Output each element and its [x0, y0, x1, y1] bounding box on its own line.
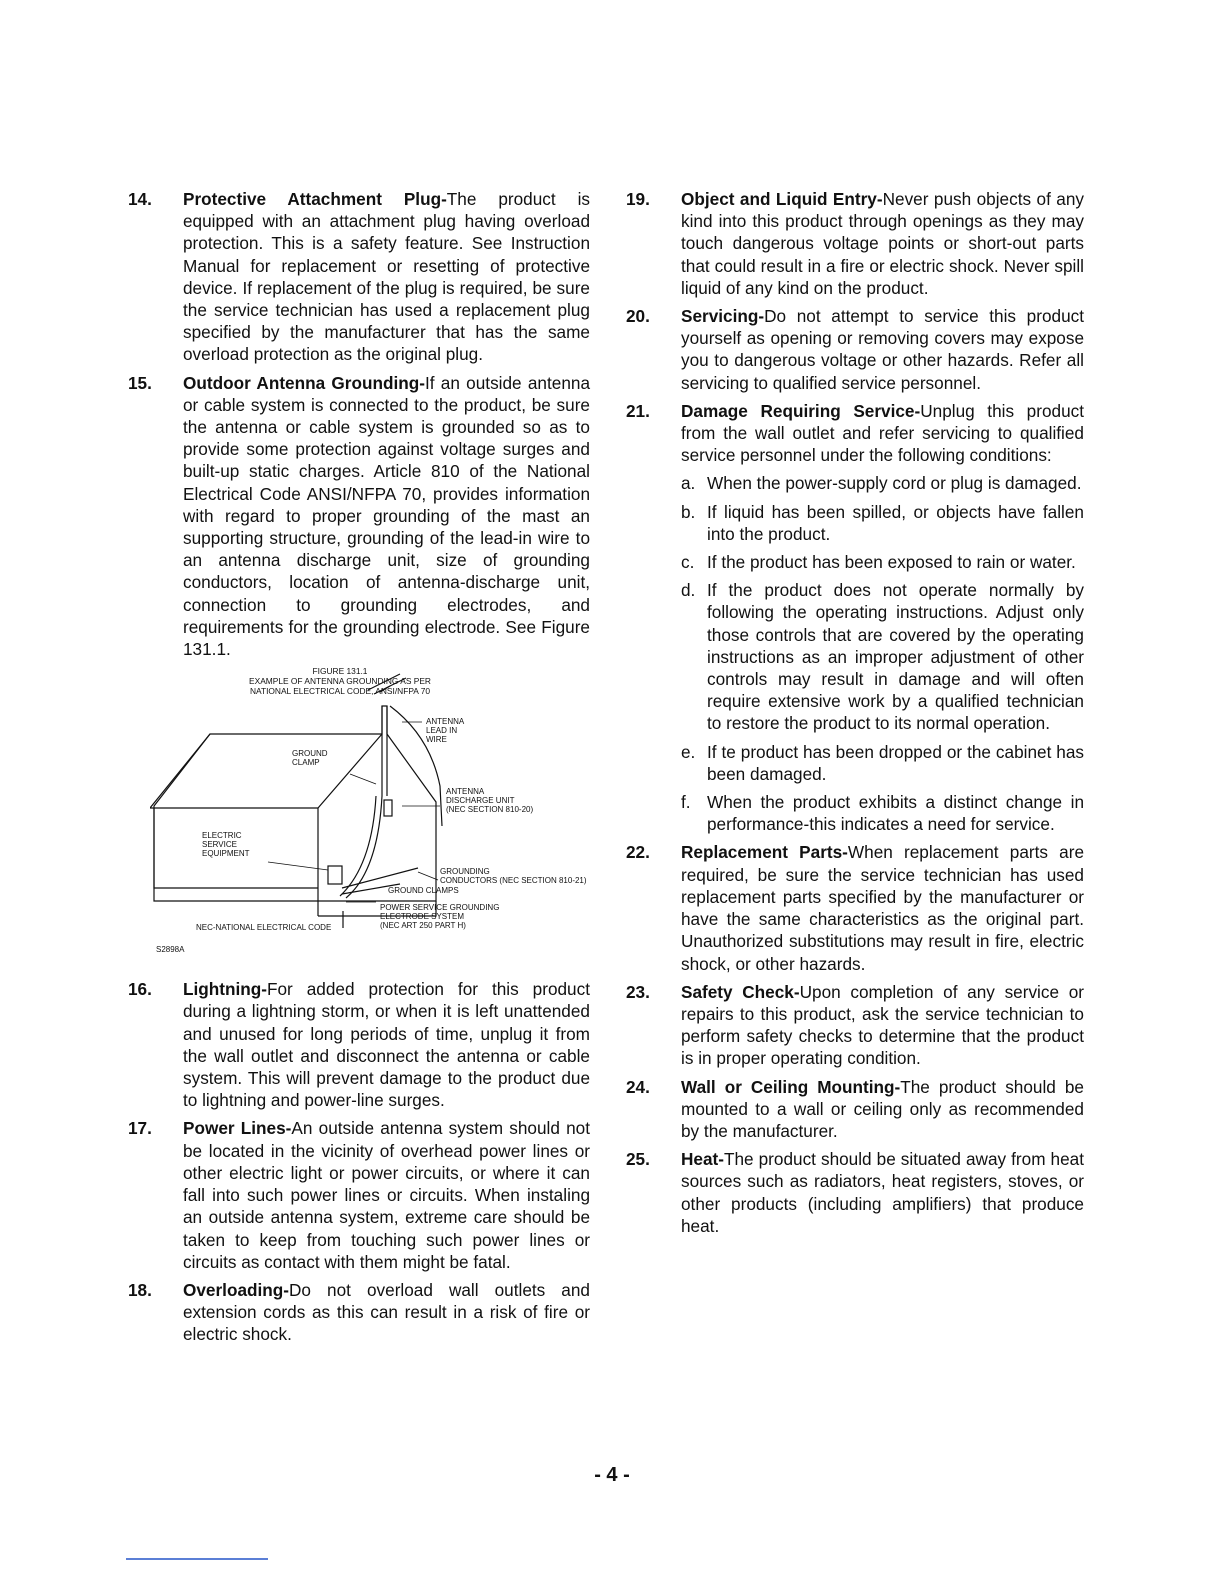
item-title: Overloading- — [183, 1279, 290, 1300]
sub-item-d — [681, 579, 1084, 734]
label-discharge-3: (NEC SECTION 810-20) — [446, 805, 534, 815]
label-figure-code: S2898A — [156, 945, 185, 955]
item-number: 25. — [626, 1149, 650, 1170]
label-nec: NEC-NATIONAL ELECTRICAL CODE — [196, 923, 332, 933]
item-text: Do not attempt to service this product yourself as opening or removing covers may expose you to dangerous voltage or other hazards. Refer all servicing to qualified service personnel. — [681, 306, 1084, 393]
item-title: Protective Attachment Plug- — [183, 189, 447, 209]
item-20 — [626, 305, 1084, 394]
sub-item-text: If liquid has been spilled, or objects have fallen into the product. — [707, 501, 1084, 544]
sub-item-letter: b. — [681, 501, 696, 522]
label-discharge-2: DISCHARGE UNIT — [446, 796, 515, 806]
label-electric-1: ELECTRIC — [202, 831, 242, 841]
item-title: Damage Requiring Service- — [681, 400, 921, 421]
figure-caption-line-1: FIGURE 131.1 — [312, 666, 368, 677]
item-text: When replacement parts are required, be sure the service technician has used replacement parts specified by the manufacturer or have the same characteristics as the original part. Unauthorized substitutions may result in fire, electric shock, or other hazards. — [681, 842, 1085, 974]
label-grounding-1: GROUNDING — [440, 867, 490, 877]
label-electric-2: SERVICE — [202, 840, 237, 850]
item-24 — [626, 1076, 1084, 1143]
label-power-2: ELECTRODE SYSTEM — [380, 912, 465, 922]
sub-item-text: If te product has been dropped or the cabinet has been damaged. — [707, 741, 1084, 784]
item-title: Heat- — [681, 1149, 724, 1170]
label-ground-clamp-2: CLAMP — [292, 758, 320, 768]
antenna-top — [380, 686, 390, 692]
item-number: 17. — [128, 1118, 152, 1139]
label-ground-clamps: GROUND CLAMPS — [388, 886, 459, 896]
sub-item-b — [681, 501, 1084, 545]
sub-item-f — [681, 791, 1084, 835]
item-text: For added protection for this product during a lightning storm, or when it is left unattended and unused for long periods of time, unplug it from the wall outlet and disconnect the antenna or cable system. This will prevent damage to the product due to lightning and power-line surges. — [183, 979, 590, 1111]
sub-item-a — [681, 472, 1084, 494]
item-title: Servicing- — [681, 306, 765, 327]
sub-item-letter: f. — [681, 792, 691, 813]
roof-face — [150, 734, 382, 808]
discharge-unit — [384, 800, 392, 816]
item-text: The product should be situated away from heat sources such as radiators, heat registers, stoves, or other products (including amplifiers) that produce heat. — [681, 1149, 1084, 1236]
sub-item-letter: e. — [681, 741, 696, 762]
sub-item-text: When the power-supply cord or plug is damaged. — [707, 473, 1082, 494]
item-text: If an outside antenna or cable system is connected to the product, be sure the antenna or cable system is grounded so as to provide some protection against voltage surges and built-up static charges. Article 810 of the National Electrical Code ANSI/NFPA 70, provides information with regard to proper grounding of the mast an supporting structure, grounding of the lead-in wire to an antenna discharge unit, size of grounding conductors, location of antenna-discharge unit, connection to grounding electrodes, and requirements for the grounding electrode. See Figure 131.1. — [183, 372, 591, 660]
item-22 — [626, 841, 1084, 974]
item-18 — [128, 1279, 590, 1346]
item-number: 23. — [626, 981, 650, 1002]
item-text: An outside antenna system should not be located in the vicinity of overhead power lines or other electric light or power circuits, or where it can fall into such power lines or circuits. When instaling an outside antenna system, extreme care should be taken to keep from touching such power lines or circuits as contact with them might be fatal. — [183, 1118, 590, 1272]
item-number: 15. — [128, 372, 152, 393]
sub-item-letter: d. — [681, 580, 696, 601]
bottom-divider — [126, 1558, 268, 1560]
sub-item-c — [681, 551, 1084, 573]
item-number: 24. — [626, 1076, 650, 1097]
sub-item-letter: c. — [681, 552, 695, 573]
item-title: Outdoor Antenna Grounding- — [183, 372, 425, 393]
item-text: Unplug this product from the wall outlet and refer servicing to qualified service personnel under the following conditions: — [681, 400, 1085, 466]
item-number: 19. — [626, 189, 650, 209]
item-title: Safety Check- — [681, 981, 800, 1002]
page-number: - 4 - — [594, 1464, 630, 1486]
item-23 — [626, 981, 1084, 1070]
right-column — [626, 188, 1084, 1243]
item-15 — [128, 372, 590, 661]
item-14 — [128, 188, 590, 366]
item-title: Replacement Parts- — [681, 842, 848, 863]
service-box — [328, 866, 342, 884]
label-power-1: POWER SERVICE GROUNDING — [380, 903, 500, 913]
sub-item-text: If the product does not operate normally by following the operating instructions. Adjust only those controls that are covered by the operating instructions as an improper adjustment of other controls may result in damage and will often require extensive work by a qualified technician to restore the product to its normal operation. — [707, 580, 1084, 734]
label-antenna-lead-1: ANTENNA — [426, 717, 465, 727]
item-title: Object and Liquid Entry- — [681, 189, 883, 209]
figure-caption-line-3: NATIONAL ELECTRICAL CODE, ANSI/NFPA 70 — [249, 686, 431, 697]
item-number: 14. — [128, 189, 152, 209]
item-title: Lightning- — [183, 979, 267, 1000]
item-text: The product is equipped with an attachment plug having overload protection. This is a safety feature. See Instruction Manual for replacement or resetting of protective device. If replacement of the plug is required, be sure the service technician has used a replacement plug specified by the manufacturer that has the same overload protection as the original plug. — [183, 189, 590, 365]
item-25 — [626, 1148, 1084, 1237]
item-title: Wall or Ceiling Mounting- — [681, 1076, 901, 1097]
sub-item-e — [681, 741, 1084, 785]
item-text: The product should be mounted to a wall or ceiling only as recommended by the manufacturer. — [681, 1076, 1084, 1141]
figure-caption-line-2: EXAMPLE OF ANTENNA GROUNDING AS PER — [249, 676, 431, 687]
item-17 — [128, 1117, 590, 1272]
item-21 — [626, 400, 1084, 836]
antenna-element — [368, 674, 406, 694]
label-power-3: (NEC ART 250 PART H) — [380, 921, 466, 931]
antenna-grounding-figure — [150, 666, 620, 966]
label-antenna-lead-3: WIRE — [426, 735, 447, 745]
item-number: 18. — [128, 1279, 152, 1300]
label-antenna-lead-2: LEAD IN — [426, 726, 458, 736]
item-16 — [128, 978, 590, 1111]
antenna-grounding-diagram — [150, 666, 620, 966]
item-number: 20. — [626, 306, 650, 327]
label-discharge-1: ANTENNA — [446, 787, 485, 797]
antenna-mast — [382, 706, 387, 796]
label-grounding-2: CONDUCTORS (NEC SECTION 810-21) — [440, 876, 587, 886]
house-outline — [154, 706, 436, 901]
item-text: Never push objects of any kind into this product through openings as they may touch dangerous voltage points or short-out parts that could result in a fire or electric shock. Never spill liquid of any kind on the product. — [681, 189, 1084, 298]
item-text: Do not overload wall outlets and extension cords as this can result in a risk of fire or electric shock. — [183, 1279, 590, 1345]
item-title: Power Lines- — [183, 1118, 292, 1139]
sub-item-text: If the product has been exposed to rain or water. — [707, 552, 1076, 573]
item-number: 22. — [626, 842, 650, 863]
item-text: Upon completion of any service or repairs to this product, ask the service technician to perform safety checks to determine that the product is in proper operating condition. — [681, 981, 1084, 1069]
sub-item-text: When the product exhibits a distinct change in performance-this indicates a need for service. — [707, 792, 1084, 835]
item-number: 16. — [128, 979, 152, 1000]
label-electric-3: EQUIPMENT — [202, 849, 250, 859]
item-19 — [626, 188, 1084, 299]
left-column — [128, 188, 590, 1352]
sub-item-letter: a. — [681, 473, 696, 494]
label-ground-clamp-1: GROUND — [292, 749, 328, 759]
item-number: 21. — [626, 400, 650, 421]
